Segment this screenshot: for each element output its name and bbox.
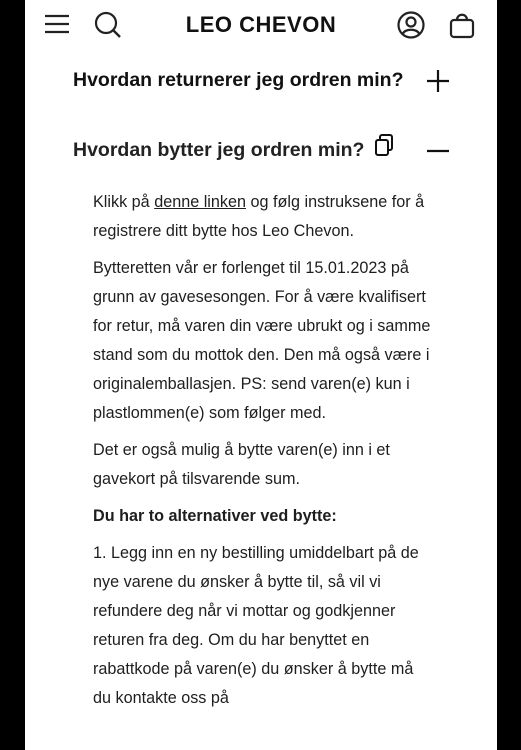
copy-icon — [374, 133, 394, 157]
cart-icon[interactable] — [447, 10, 477, 40]
faq-answer — [93, 188, 433, 721]
brand-logo[interactable]: LEO CHEVON — [185, 12, 337, 37]
answer-paragraph: Det er også mulig å bytte varen(e) inn i et gavekort på tilsvarende sum. — [93, 441, 390, 488]
answer-paragraph: 1. Legg inn en ny bestilling umiddelbart på de nye varene du ønsker å bytte til, så vil vi refundere deg når vi mottar og godkjenner returen fra deg. Om du har benyttet en rabattkode på varen(e) du ønsker å bytte må du kontakte oss på — [93, 544, 419, 707]
answer-subheading: Du har to alternativer ved bytte: — [93, 507, 337, 525]
account-icon[interactable] — [396, 10, 426, 40]
answer-paragraph — [93, 188, 433, 246]
plus-icon[interactable] — [425, 68, 451, 94]
site-header — [25, 0, 497, 52]
faq-question-exchange[interactable]: Hvordan bytter jeg ordren min? — [73, 139, 365, 161]
minus-icon[interactable] — [425, 138, 451, 164]
exchange-link[interactable]: denne linken — [154, 193, 246, 211]
faq-question-return[interactable]: Hvordan returnerer jeg ordren min? — [73, 69, 404, 91]
app-screen — [25, 0, 497, 750]
answer-text: Klikk på — [93, 193, 155, 211]
answer-paragraph: Bytteretten vår er forlenget til 15.01.2023 på grunn av gavesesongen. For å være kvalifisert for retur, må varen din være ubrukt og i samme stand som du mottok den. Den må også være i originalemballasjen. PS: send varen(e) kun i plastlommen(e) som følger med. — [93, 259, 431, 422]
answer-text: og følg instruksene for å registrere ditt bytte hos Leo Chevon. — [93, 193, 425, 240]
